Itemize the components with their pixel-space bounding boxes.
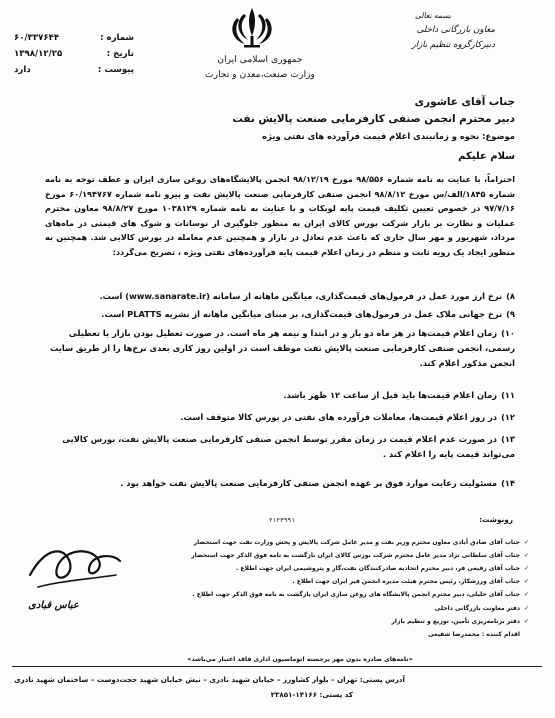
cc-line: اقدام کننده : محمدرضا شفیعی bbox=[428, 631, 520, 638]
cc-line: ✓جناب آقای صادق آبادی معاون محترم وزیر نفت و مدیر عامل شرکت پالایش و پخش وزارت نفت جهت استحضار bbox=[193, 539, 529, 546]
checkmark-icon: ✓ bbox=[523, 618, 529, 625]
list-item: ۹)نرخ جهانی ملاک عمل در فرمول‌های قیمت‌گذاری، بر مبنای میانگین ماهانه از نشریه PLATTS است. bbox=[101, 309, 515, 319]
cc-line: ✓جناب آقای ورزشکار، رئیس محترم هیئت مدیره انجمن قیر ایران جهت اطلاع . bbox=[292, 578, 529, 585]
postal-address: آدرس پستی: تهران – بلوار کشاورز – خیابان شهید نادری – نبش خیابان شهید حجت‌دوست – ساختمان شهید نادری bbox=[14, 675, 405, 684]
letter-subject: موضوع: نحوه و زمانبندی اعلام قیمت فرآورده های نفتی ویژه bbox=[262, 131, 515, 141]
government-header bbox=[190, 52, 330, 82]
recipient-title: دبیر محترم انجمن صنفی کارفرمایی صنعت پالایش نفت bbox=[232, 113, 515, 125]
number-value: ۶۰/۳۳۷۶۴۴ bbox=[14, 33, 60, 43]
list-item: ۱۱)زمان اعلام قیمت‌ها باید قبل از ساعت ۱۲ ظهر باشد. bbox=[283, 390, 515, 400]
postal-code: کد پستی: ۱۴۱۶۶-۲۳۸۵۱ bbox=[270, 690, 353, 699]
recipient-name: جناب آقای عاشوری bbox=[414, 96, 515, 108]
cc-code: ۲۱۲۳۹۹۱ bbox=[268, 517, 295, 524]
date-value: ۱۳۹۸/۱۲/۲۵ bbox=[14, 49, 63, 59]
checkmark-icon: ✓ bbox=[523, 539, 529, 546]
checkmark-icon: ✓ bbox=[523, 578, 529, 585]
gov-line-2: وزارت صنعت،معدن و تجارت bbox=[205, 69, 315, 80]
cc-line: ✓جناب آقای سلطانی نژاد مدیر عامل محترم شرکت بورس کالای ایران بازگشت به نامه فوق الذکر جهت استحضار bbox=[191, 552, 529, 559]
cc-line: ✓دفتر معاونت بازرگانی داخلی bbox=[434, 605, 529, 612]
checkmark-icon: ✓ bbox=[523, 565, 529, 572]
list-item: ۱۴)مسئولیت رعایت موارد فوق بر عهده انجمن صنفی کارفرمایی صنعت پالایش نفت خواهد بود . bbox=[120, 478, 515, 488]
checkmark-icon: ✓ bbox=[523, 591, 529, 598]
gov-line-1: جمهوری اسلامی ایران bbox=[217, 54, 303, 65]
list-item: ۱۰)زمان اعلام قیمت‌ها در هر ماه دو بار و در ابتدا و نیمه هر ماه است. در صورت تعطیل بودن بازار یا تعطیلی رسمی، انجمن صنفی کارفرمایی صنعت پالایش نفت موظف است در اولین روز کاری بعدی نرخ‌ها را از طریق سایت انجمن مذکور اعلام کند. bbox=[50, 328, 515, 368]
iran-emblem-icon bbox=[226, 6, 278, 50]
checkmark-icon: ✓ bbox=[523, 552, 529, 559]
signatory-name: عباس قبادی bbox=[28, 600, 79, 611]
letter-metadata bbox=[14, 30, 134, 78]
attachment-value: دارد bbox=[14, 65, 31, 75]
office-line-1: معاون بازرگانی داخلی bbox=[416, 25, 495, 35]
list-item: ۸)نرخ ارز مورد عمل در فرمول‌های قیمت‌گذاری، میانگین ماهانه از سامانه (www.sanarate.ir) است. bbox=[99, 291, 515, 301]
office-line-2: دبیرکارگروه تنظیم بازار bbox=[411, 40, 495, 50]
cc-line: ✓جناب آقای رفیعی فر، دبیر محترم اتحادیه صادرکنندگان نفت،گاز و پتروشیمی ایران جهت اطلاع . bbox=[236, 565, 529, 572]
cc-label: رونوشت: bbox=[479, 515, 513, 524]
validity-notice: «نامه‌های صادره بدون مهر برجسته اتوماسیون اداری فاقد اعتبار می‌باشد» bbox=[187, 656, 413, 663]
cc-line: ✓دفتر برنامه‌ریزی تأمین، توزیع و تنظیم بازار bbox=[391, 618, 529, 625]
handwritten-signature-icon bbox=[20, 535, 130, 605]
number-label: شماره : bbox=[100, 33, 134, 43]
checkmark-icon: ✓ bbox=[523, 605, 529, 612]
office-header bbox=[345, 8, 495, 53]
cc-line: ✓جناب آقای خلیلی، دبیر محترم انجمن پالایشگاه های روغن سازی ایران بازگشت به نامه فوق الذکر جهت اطلاع . bbox=[192, 591, 529, 598]
footer-divider bbox=[12, 666, 542, 667]
letter-body-paragraph: احتراماً، با عنایت به نامه شماره ۹۸/۵۵۶ مورخ ۹۸/۱۲/۱۹ انجمن پالایشگاه‌های روغن سازی ایران و عطف توجه به نامه شماره ۱۸۴۵/الف/س مورخ ۹۸/۸/۱۲ انجمن صنفی کارفرمایی صنعت پالایش نفت و پیرو نامه شماره ۶۰/۱۹۴۷۶۷ مورخ ۹۷/۷/۱۶ در خصوص تعیین تکلیف قیمت پایه لوبکات و با عنایت به نامه شماره ۱۰۳۸۱۲۹ مورخ ۹۸/۸/۲۷ معاون محترم عملیات و نظارت بر بازار شرکت بورس کالای ایران به منظور جلوگیری از نوسانات و شوک های قیمتی در ماه‌های مرداد، شهریور و مهر سال جاری که باعث عدم تعادل در بازار و همچنین عدم معامله در بورس کالایی شد. همچنین به منظور ایجاد یک رویه ثابت و منظم در زمان اعلام قیمت پایه فرآورده‌های نفتی ویژه ، تصریح می‌گردد: bbox=[45, 174, 515, 257]
list-item: ۱۲)در روز اعلام قیمت‌ها، معاملات فرآورده های نفتی در بورس کالا متوقف است. bbox=[180, 412, 515, 422]
date-label: تاریخ : bbox=[106, 49, 134, 59]
attachment-label: پیوست : bbox=[97, 65, 134, 75]
list-item: ۱۳)در صورت عدم اعلام قیمت در زمان مقرر توسط انجمن صنفی کارفرمایی صنعت پالایش نفت، بورس کالایی می‌تواند قیمت پایه را اعلام کند . bbox=[62, 434, 515, 459]
bismillah: بسمه تعالی bbox=[414, 11, 451, 20]
greeting: سلام علیکم bbox=[458, 151, 515, 162]
